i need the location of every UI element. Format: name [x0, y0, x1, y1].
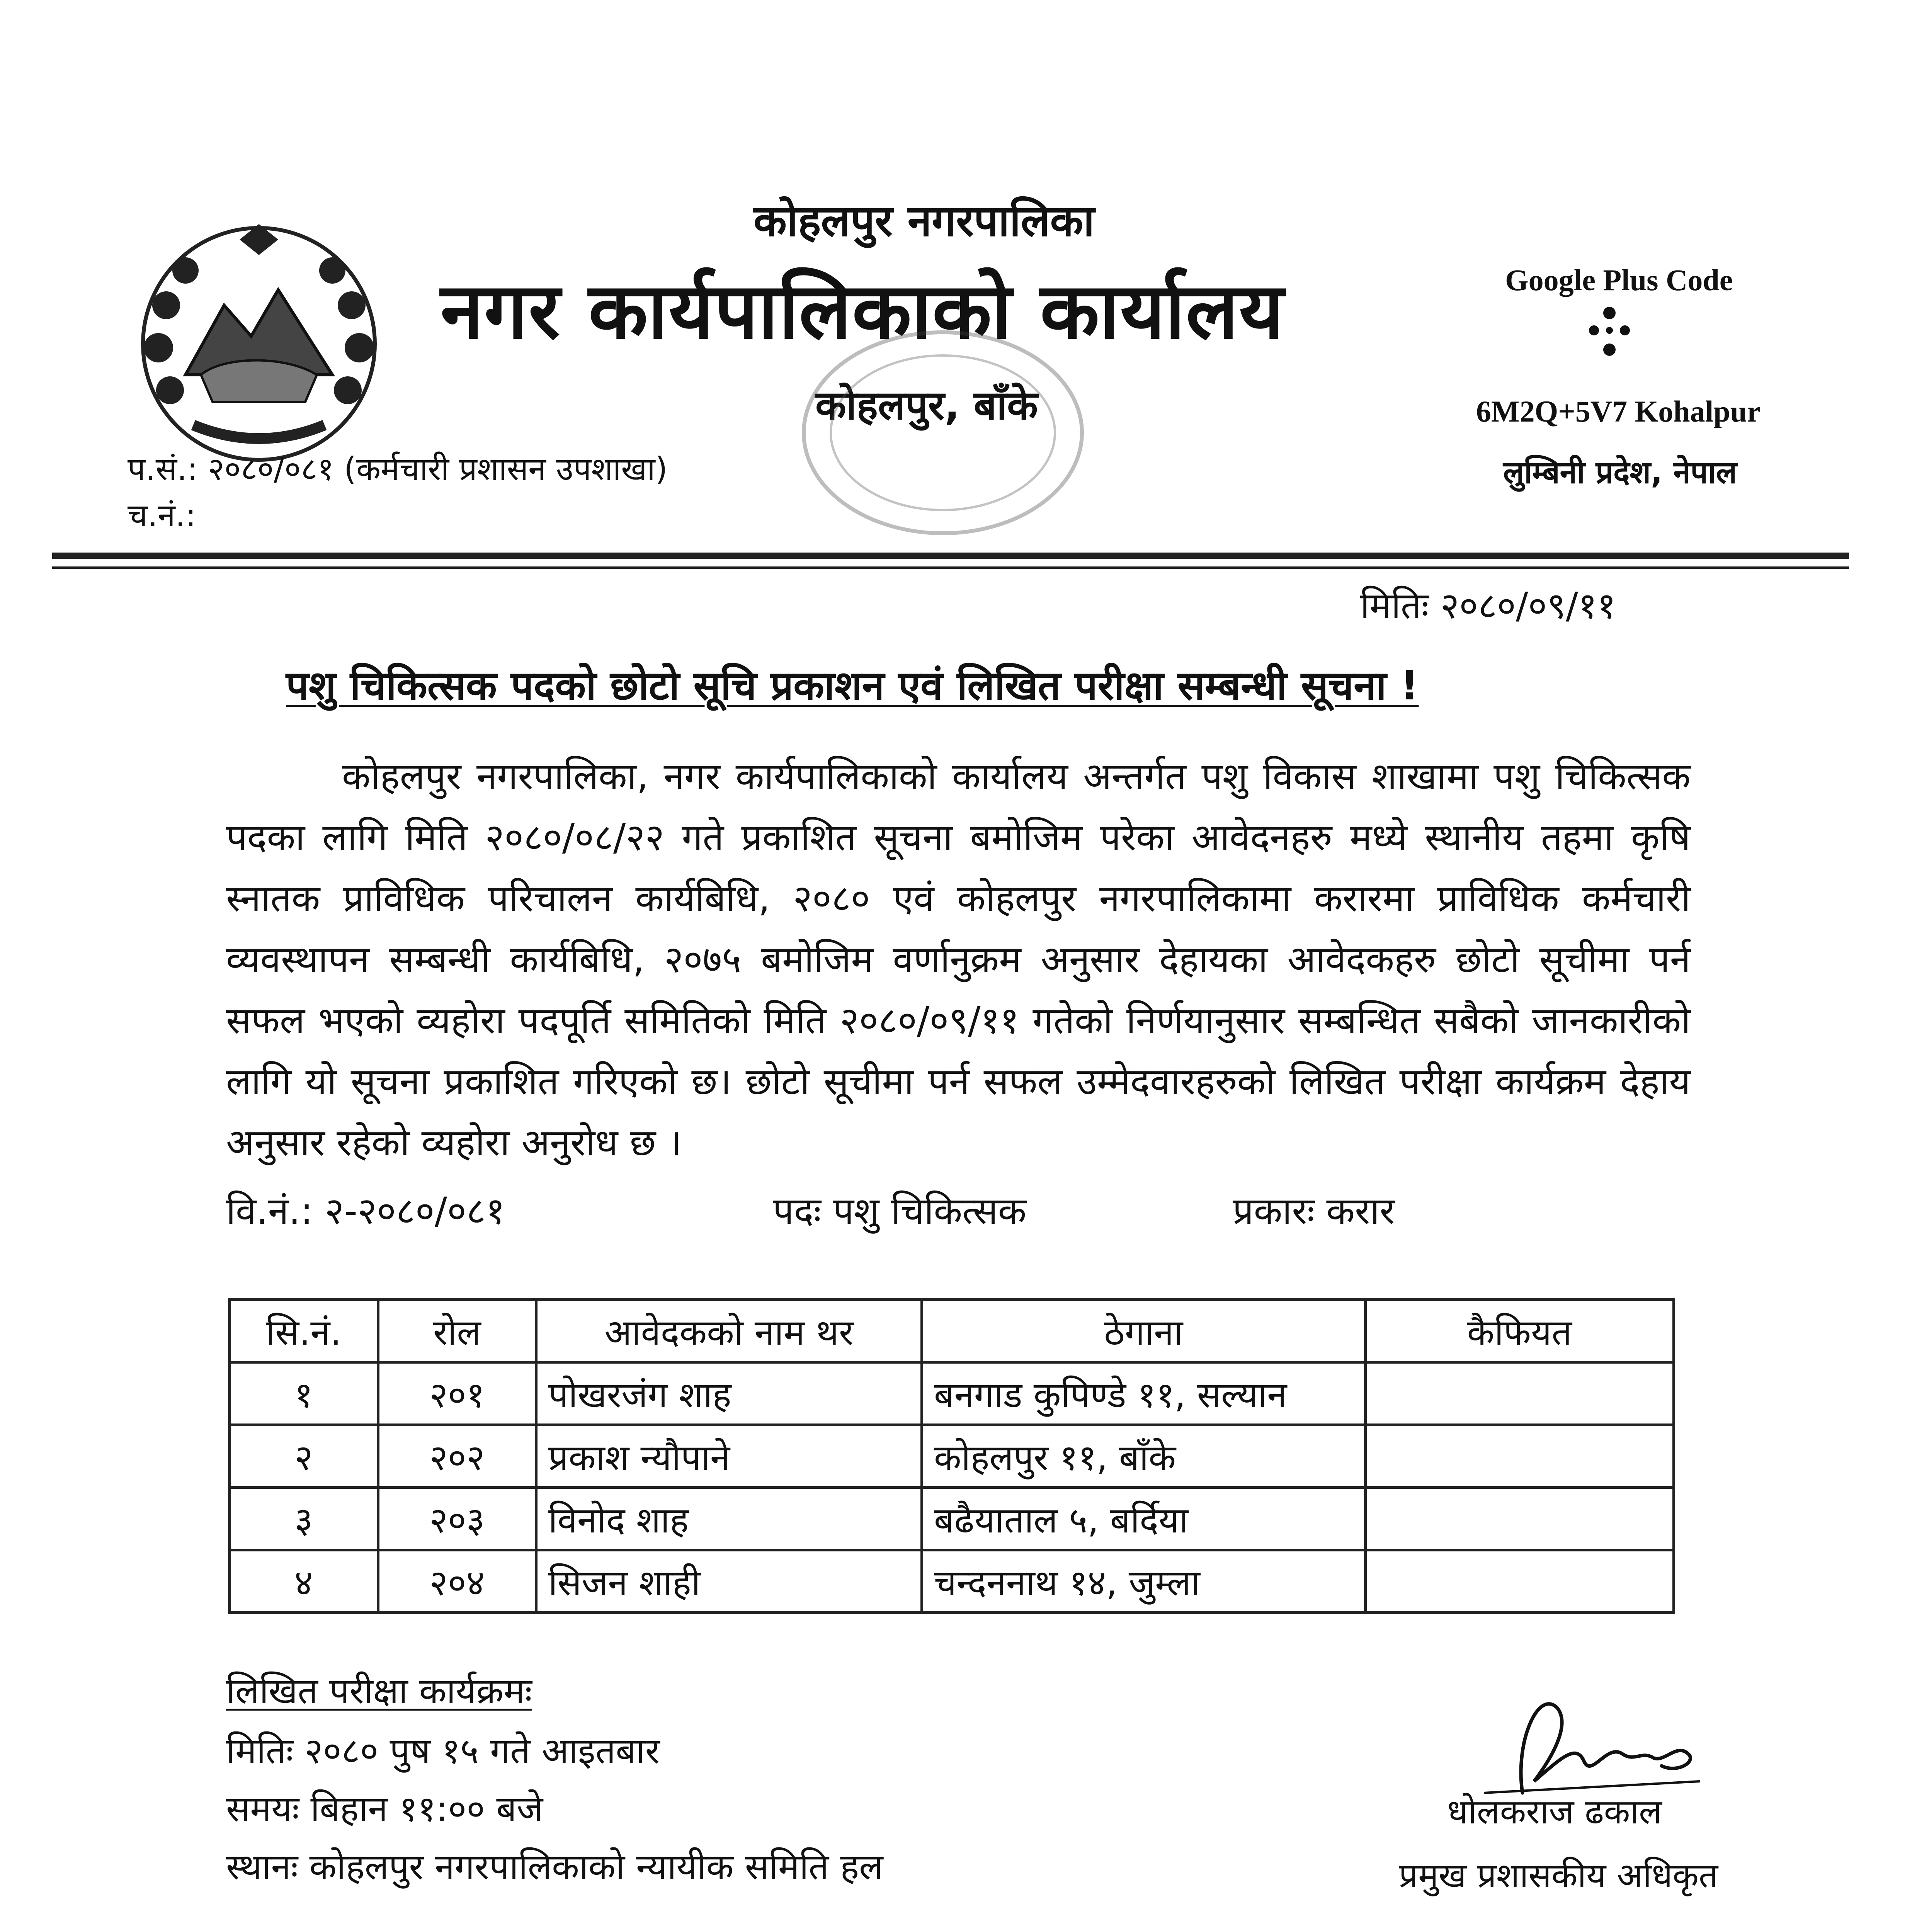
- cell-name: प्रकाश न्यौपाने: [536, 1425, 922, 1488]
- notice-title: पशु चिकित्सक पदको छोटो सूचि प्रकाशन एवं लिखित परीक्षा सम्बन्धी सूचना !: [286, 662, 1419, 709]
- cell-serial: १: [230, 1362, 378, 1425]
- cell-roll: २०४: [378, 1550, 536, 1613]
- cell-address: कोहलपुर ११, बाँके: [922, 1425, 1365, 1488]
- province-name: लुम्बिनी प्रदेश, नेपाल: [1503, 454, 1737, 490]
- cell-serial: २: [230, 1425, 378, 1488]
- table-row: [230, 1362, 1674, 1425]
- signatory-name: धोलकराज ढकाल: [1447, 1792, 1662, 1832]
- header-rule-thin: [52, 566, 1849, 569]
- col-address: ठेगाना: [922, 1300, 1365, 1362]
- contract-type: प्रकारः करार: [1233, 1189, 1395, 1233]
- cell-remarks: [1365, 1425, 1674, 1488]
- table-row: [230, 1488, 1674, 1550]
- notice-body: कोहलपुर नगरपालिका, नगर कार्यपालिकाको कार्यालय अन्तर्गत पशु विकास शाखामा पशु चिकित्सक पदका लागि मिति २०८०/०८/२२ गते प्रकाशित सूचना बमोजिम परेका आवेदनहरु मध्ये स्थानीय तहमा कृषि स्नातक प्राविधिक परिचालन कार्यबिधि, २०८० एवं कोहलपुर नगरपालिकामा करारमा प्राविधिक कर्मचारी व्यवस्थापन सम्बन्धी कार्यबिधि, २०७५ बमोजिम वर्णानुक्रम अनुसार देहायका आवेदकहरु छोटो सूचीमा पर्न सफल भएको व्यहोरा पदपूर्ति समितिको मिति २०८०/०९/११ गतेको निर्णयानुसार सम्बन्धित सबैको जानकारीको लागि यो सूचना प्रकाशित गरिएको छ। छोटो सूचीमा पर्न सफल उम्मेदवारहरुको लिखित परीक्षा कार्यक्रम देहाय अनुसार रहेको व्यहोरा अनुरोध छ ।: [226, 755, 1691, 1164]
- cell-address: बढैयाताल ५, बर्दिया: [922, 1488, 1365, 1550]
- table-row: [230, 1550, 1674, 1613]
- cell-roll: २०२: [378, 1425, 536, 1488]
- exam-venue: स्थानः कोहलपुर नगरपालिकाको न्यायीक समिति हल: [226, 1846, 883, 1888]
- plus-code-value: 6M2Q+5V7 Kohalpur: [1476, 395, 1761, 428]
- municipality-name: कोहलपुर नगरपालिका: [754, 196, 1095, 246]
- cell-roll: २०१: [378, 1362, 536, 1425]
- applicant-table: [228, 1298, 1675, 1614]
- col-serial: सि.नं.: [230, 1300, 378, 1362]
- notice-date: मितिः २०८०/०९/११: [1360, 585, 1616, 627]
- cell-address: चन्दननाथ १४, जुम्ला: [922, 1550, 1365, 1613]
- cell-name: पोखरजंग शाह: [536, 1362, 922, 1425]
- signatory-title: प्रमुख प्रशासकीय अधिकृत: [1399, 1855, 1718, 1895]
- cell-serial: ३: [230, 1488, 378, 1550]
- cell-remarks: [1365, 1488, 1674, 1550]
- table-header-row: [230, 1300, 1674, 1362]
- cell-serial: ४: [230, 1550, 378, 1613]
- office-title: नगर कार्यपालिकाको कार्यालय: [441, 266, 1285, 356]
- exam-date: मितिः २०८० पुष १५ गते आइतबार: [226, 1730, 660, 1772]
- post-name: पदः पशु चिकित्सक: [773, 1189, 1027, 1233]
- col-roll: रोल: [378, 1300, 536, 1362]
- exam-time: समयः बिहान ११:०० बजे: [226, 1788, 543, 1830]
- col-remarks: कैफियत: [1365, 1300, 1674, 1362]
- cell-remarks: [1365, 1362, 1674, 1425]
- nepal-emblem-icon: [124, 209, 394, 471]
- exam-heading: लिखित परीक्षा कार्यक्रमः: [226, 1670, 532, 1712]
- ad-number: वि.नं.: २-२०८०/०८१: [226, 1189, 505, 1233]
- ref-number: प.सं.: २०८०/०८१ (कर्मचारी प्रशासन उपशाखा): [128, 451, 668, 488]
- header-rule-thick: [52, 553, 1849, 559]
- cell-address: बनगाड कुपिण्डे ११, सल्यान: [922, 1362, 1365, 1425]
- cell-name: विनोद शाह: [536, 1488, 922, 1550]
- table-row: [230, 1425, 1674, 1488]
- plus-code-label: Google Plus Code: [1505, 263, 1733, 297]
- dispatch-number: च.नं.:: [128, 497, 196, 534]
- cell-remarks: [1365, 1550, 1674, 1613]
- plus-code-icon: [1588, 305, 1631, 359]
- cell-roll: २०३: [378, 1488, 536, 1550]
- cell-name: सिजन शाही: [536, 1550, 922, 1613]
- col-name: आवेदकको नाम थर: [536, 1300, 922, 1362]
- office-location: कोहलपुर, बाँके: [815, 382, 1038, 429]
- office-seal: [792, 321, 1094, 545]
